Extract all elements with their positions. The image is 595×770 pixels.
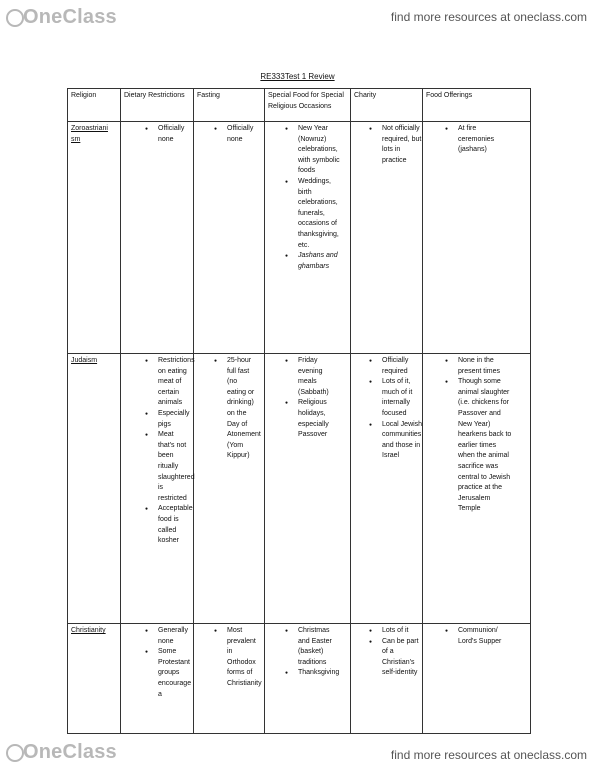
column-header: Fasting [194, 89, 265, 122]
list-item: ● Officially none [158, 124, 188, 145]
religion-name: Christianity [71, 627, 106, 634]
promo-link[interactable]: find more resources at oneclass.com [390, 10, 587, 24]
logo-circle-icon [6, 9, 24, 27]
list-item: ● Thanksgiving [298, 668, 340, 679]
column-header: Special Food for Special Religious Occasions [265, 89, 351, 122]
list-item: ● Restrictions on eating meat of certain animals [158, 356, 188, 409]
list-item: ● Friday evening meals (Sabbath) [298, 356, 340, 398]
list-item: ● Local Jewish communities and those in Israel [382, 420, 424, 462]
table-header-row [68, 89, 531, 122]
list-item: ● Weddings, birth celebrations, funerals, occasions of thanksgiving, etc. [298, 177, 340, 251]
list-item: ● 25-hour full fast (no eating or drinking) on the Day of Atonement (Yom Kippur) [227, 356, 257, 462]
column-header: Dietary Restrictions [121, 89, 194, 122]
list-item: ● Lots of it [382, 626, 424, 637]
list-item: ● Christmas and Easter (basket) traditions [298, 626, 340, 668]
list-item: ● Can be part of a Christian's self-identity [382, 637, 424, 679]
oneclass-logo-footer [6, 741, 117, 764]
religion-name: Judaism [71, 357, 98, 364]
list-item: ● Not officially required, but lots in practice [382, 124, 424, 166]
list-item: ● Generally none [158, 626, 188, 647]
list-item: ● Lots of it, much of it internally focused [382, 377, 424, 419]
list-item: ● Officially none [227, 124, 257, 145]
list-item: ● None in the present times [458, 356, 514, 377]
list-item: ● Meat that's not been ritually slaughtered is restricted [158, 430, 188, 504]
column-header: Food Offerings [423, 89, 531, 122]
table-row [68, 354, 531, 624]
religion-name: Zoroastrianism [71, 125, 108, 143]
document-title: RE333Test 1 Review [260, 72, 335, 81]
list-item: ● Most prevalent in Orthodox forms of Christianity [227, 626, 257, 690]
column-header: Religion [68, 89, 121, 122]
logo-text: OneClass [23, 741, 117, 763]
table-row [68, 122, 531, 354]
list-item: ● Officially required [382, 356, 424, 377]
list-item: ● Religious holidays, especially Passover [298, 398, 340, 440]
logo-circle-icon [6, 744, 24, 762]
list-item: ● At fire ceremonies (jashans) [458, 124, 514, 156]
logo-text: OneClass [23, 6, 117, 28]
oneclass-logo [6, 6, 117, 29]
table-row [68, 624, 531, 734]
column-header: Charity [351, 89, 423, 122]
list-item: ● Jashans and ghambars [298, 251, 340, 272]
list-item: ● New Year (Nowruz) celebrations, with symbolic foods [298, 124, 340, 177]
promo-link-footer[interactable]: find more resources at oneclass.com [390, 748, 587, 762]
list-item: ● Communion/ Lord's Supper [458, 626, 514, 647]
review-table [67, 88, 531, 734]
list-item: ● Especially pigs [158, 409, 188, 430]
list-item: ● Some Protestant groups encourage a [158, 647, 188, 700]
list-item: ● Acceptable food is called kosher [158, 504, 188, 546]
list-item: ● Though some animal slaughter (i.e. chickens for Passover and New Year) hearkens back to earlier times when the animal sacrifice was central to Jewish practice at the Jerusalem Temple [458, 377, 514, 515]
